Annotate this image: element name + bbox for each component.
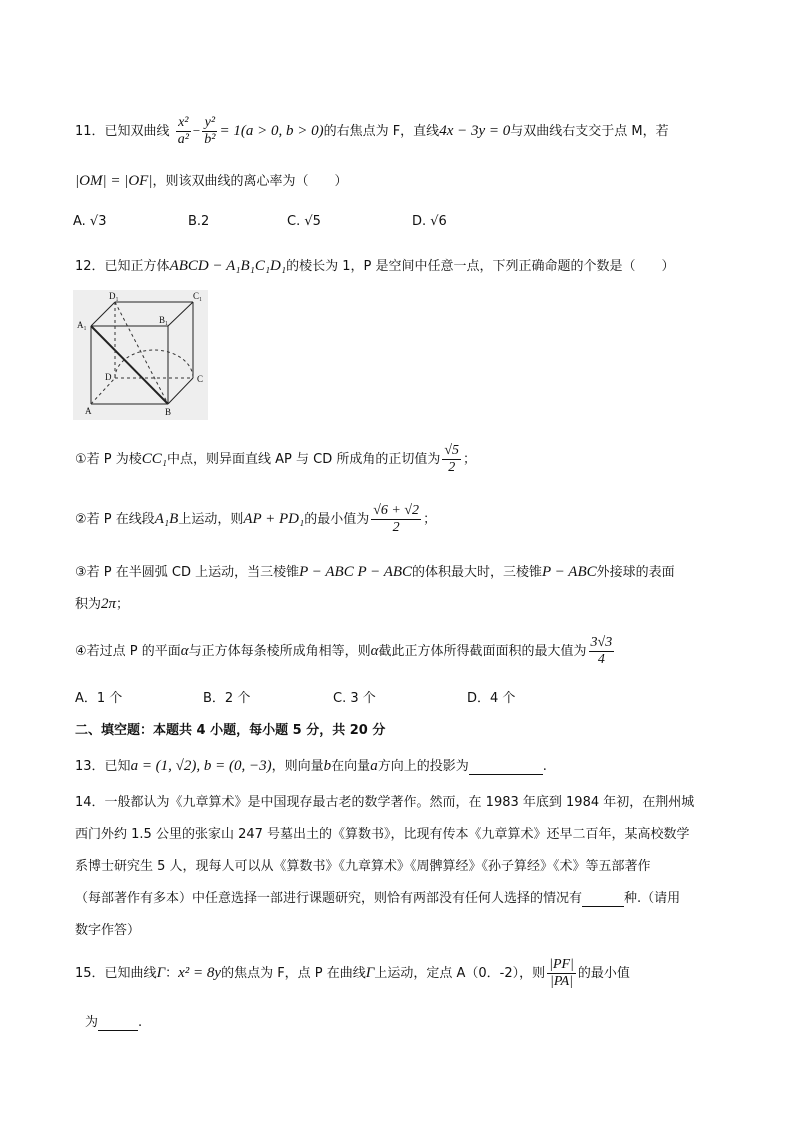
s4-alpha-2: α [370,643,379,660]
q13-answer-blank[interactable] [469,759,543,775]
q12-statement-4 [75,635,616,668]
q12-text-a: 已知正方体 [104,259,170,274]
label-d: D [105,372,112,382]
q15-gamma: Γ [156,965,166,982]
q15-text-d: 上运动，定点 A（0．-2），则 [374,966,546,982]
s4-num: 3√3 [589,635,615,652]
q15-text-c: 的焦点为 F，点 P 在曲线 [221,966,366,982]
q13-text-b: ，则向量 [271,759,324,774]
q13-b: b [323,758,332,774]
q11-frac-x: $\frac{\text{x²}}{\text{a²}}$ [177,115,189,148]
s1-text-a: ①若 P 为棱 [75,452,142,468]
q13 [75,755,547,775]
q13-end: . [542,759,547,774]
q11-option-a: A. √3 [73,214,107,229]
q15-equation: x² = 8y [178,965,222,982]
q15-line2 [85,1011,142,1031]
q11-text-b: 的右焦点为 F，直线 [323,124,440,140]
q14-line4-b: 种.（请用 [624,891,681,906]
q11-text-d: ，则该双曲线的离心率为（ ） [152,174,348,189]
q11-line-eq: 4x − 3y = 0 [439,123,511,140]
label-d1: D₁ [109,291,119,301]
s1-num: √5 [442,443,461,460]
q11-option-c: C. √5 [287,214,321,229]
label-c1: C₁ [193,291,203,301]
cube-diagram [73,290,208,420]
s2-math: A₁B [154,511,179,528]
s3-line2-b: ； [116,597,130,612]
s2-text-a: ②若 P 在线段 [75,512,155,528]
s1-text-b: 中点，则异面直线 AP 与 CD 所成角的正切值为 [167,452,441,468]
q14-line3: 系博士研究生 5 人，现每人可以从《算数书》《九章算术》《周髀算经》《孙子算经》《术》等五部著作 [75,859,651,874]
q11-text-c: 与双曲线右支交于点 M，若 [510,124,669,140]
s3-line2-a: 积为 [75,597,102,612]
q15-text-b: ： [165,966,179,982]
q11-frac-y: $\frac{\text{y²}}{\text{b²}}$ [204,115,216,148]
s2-text-b: 上运动，则 [178,512,244,528]
s1-end: ； [463,452,477,468]
q14-line4-a: （每部著作有多本）中任意选择一部进行课题研究，则恰有两部没有任何人选择的情况有 [75,891,583,906]
q13-text-c: 在向量 [331,759,371,774]
section-heading: 二、填空题：本题共 4 小题，每小题 5 分，共 20 分 [75,723,386,738]
s4-text-c: 截此正方体所得截面面积的最大值为 [378,644,587,660]
q12-statement-3 [75,561,675,581]
q13-text-a: 已知 [104,759,131,774]
s1-math: CC₁ [141,451,167,468]
q12-option-b: B．2 个 [203,691,251,706]
q15-text-e: 的最小值 [577,966,630,982]
cube-figure [73,290,208,420]
q15-gamma-2: Γ [365,965,375,982]
s2-end: ； [423,512,437,528]
s3-line2-math: 2π [101,596,117,612]
q15-line2-text: 为 [85,1015,99,1030]
q12-line1 [75,255,675,275]
q15-num: |PF| [547,957,576,974]
q15-answer-blank[interactable] [98,1015,138,1031]
q12-statement-3-line2 [75,593,129,613]
q11-option-b: B.2 [188,214,210,229]
q14-line5: 数字作答） [75,923,141,938]
q12-option-a: A．1 个 [75,691,123,706]
s3-math-1: P − ABC P − ABC [299,564,413,580]
q11-text-a: 已知双曲线 [104,124,170,140]
s3-text-b: 的体积最大时，三棱锥 [412,565,543,580]
q13-vectors: a = (1, √2), b = (0, −3) [130,758,272,774]
label-a1: A₁ [77,320,87,330]
s1-frac [442,443,461,476]
s4-den: 4 [597,652,605,668]
label-b: B [165,407,172,417]
s4-text-b: 与正方体每条棱所成角相等，则 [188,644,371,660]
q14-line2: 西门外约 1.5 公里的张家山 247 号墓出土的《算数书》，比现有传本《九章算术》还早二百年，某高校数学 [75,827,690,842]
q13-number: 13． [75,759,105,774]
s2-expr: AP + PD₁ [243,511,305,528]
q12-text-b: 的棱长为 1，P 是空间中任意一点，下列正确命题的个数是（ ） [286,259,675,274]
q12-statement-2 [75,503,436,536]
label-a: A [85,406,92,416]
s3-text-c: 外接球的表面 [596,565,675,580]
q12-cube: ABCD − A₁B₁C₁D₁ [169,258,287,274]
s4-frac [589,635,615,668]
q11-cond: |OM| = |OF| [75,173,153,189]
label-c: C [197,374,204,384]
s2-frac [371,503,421,536]
q15-den: |PA| [550,974,573,990]
q15-line1 [75,957,630,990]
s2-den: 2 [392,520,400,536]
q15-text-a: 已知曲线 [104,966,157,982]
q11-option-d: D. √6 [412,214,447,229]
q12-option-d: D．4 个 [467,691,516,706]
q11-line1: 11．已知双曲线 $\frac{\text{x²}}{\text{a²}}$ − $\frac{\text{y²}}{\text{b²}}$ = 1(a > 0, b > 0)的右焦点为 F，直线4x − 3y = 0与双曲线右支交于点 M，若 [75,115,669,148]
s4-text-a: ④若过点 P 的平面 [75,644,181,660]
q12-statement-1 [75,443,476,476]
q12-number: 12． [75,259,105,274]
s2-num: √6 + √2 [371,503,421,520]
q15-number: 15． [75,966,105,982]
q11-line2 [75,170,347,190]
q11-equation: (a > 0, b > 0) [240,123,324,140]
s3-math-2: P − ABC [542,564,597,580]
q14-line1: 14．一般都认为《九章算术》是中国现存最古老的数学著作。然而，在 1983 年底到 1984 年初，在荆州城 [75,795,695,810]
q13-a: a [370,758,378,774]
q14-answer-blank[interactable] [582,891,624,907]
q15-end: . [138,1015,143,1030]
s4-alpha: α [180,643,189,660]
q15-frac [547,957,576,990]
s3-text-a: ③若 P 在半圆弧 CD 上运动，当三棱锥 [75,565,300,580]
label-b1: B₁ [159,315,169,325]
q13-text-d: 方向上的投影为 [377,759,469,774]
s2-text-c: 的最小值为 [304,512,370,528]
s1-den: 2 [448,460,456,476]
q11-number: 11． [75,124,105,140]
q12-option-c: C. 3 个 [333,691,376,706]
q14-line4 [75,887,680,907]
